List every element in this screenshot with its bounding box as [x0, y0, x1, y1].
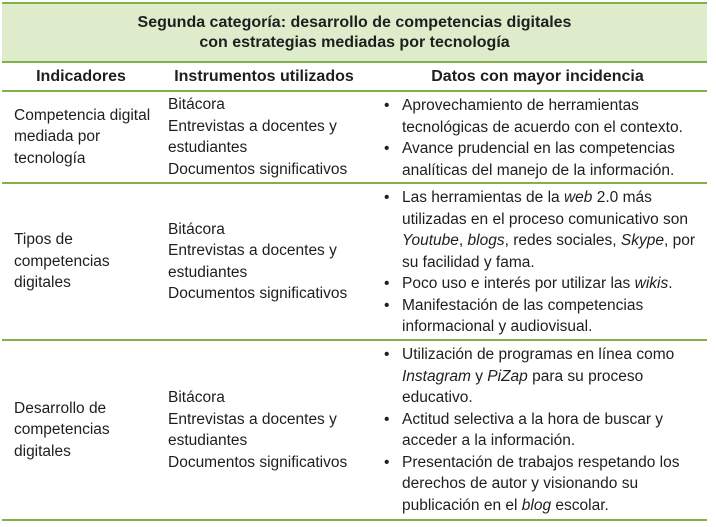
table-title-line1: Segunda categoría: desarrollo de competencias digitales	[137, 13, 572, 31]
data-text: Las herramientas de la	[402, 189, 564, 206]
data-text-italic: PiZap	[487, 367, 528, 385]
data-cell	[368, 92, 707, 182]
instrument-item: Entrevistas a docentes y estudiantes	[168, 242, 337, 281]
data-item: • Aprovechamiento de herramientas tecnológicas de acuerdo con el contexto.	[384, 95, 703, 138]
instrument-item: Documentos significativos	[168, 453, 348, 471]
indicator-text: Competencia digital mediada por tecnología	[14, 106, 151, 167]
data-text: Poco uso e interés por utilizar las	[402, 275, 635, 292]
data-text-italic: web	[563, 189, 593, 206]
data-text: Presentación de trabajos respetando los derechos de autor y visionando su publicación en el	[402, 453, 680, 514]
instrument-item: Bitácora	[168, 96, 225, 113]
instruments-cell	[162, 341, 368, 519]
data-text-italic: blogs	[467, 232, 505, 249]
instrument-item: Bitácora	[168, 389, 225, 406]
table-row	[2, 184, 707, 341]
header-datos: Datos con mayor incidencia	[431, 67, 644, 85]
table-title	[2, 4, 707, 63]
data-item	[384, 344, 703, 409]
instruments-cell	[162, 92, 368, 182]
data-list	[384, 344, 703, 516]
data-text: y	[470, 367, 488, 385]
indicator-text: Tipos de competencias digitales	[14, 231, 110, 292]
data-item	[384, 452, 703, 517]
table-header-row	[2, 63, 707, 92]
header-instrumentos: Instrumentos utilizados	[174, 67, 354, 85]
instrument-item: Documentos significativos	[168, 285, 348, 302]
data-text: Utilización de programas en línea como	[402, 346, 675, 363]
data-text: , redes sociales,	[504, 232, 621, 249]
data-text: para su proceso educativo.	[402, 367, 644, 406]
data-item: • Manifestación de las competencias informacional y audiovisual.	[384, 295, 703, 338]
data-text-italic: blog	[521, 496, 552, 514]
indicator-cell	[2, 92, 162, 182]
instrument-item: Entrevistas a docentes y estudiantes	[168, 410, 337, 449]
indicator-cell	[2, 341, 162, 519]
data-text: , por su facilidad y fama.	[402, 232, 696, 271]
data-item: • Actitud selectiva a la hora de buscar y acceder a la información.	[384, 409, 703, 452]
category-table	[2, 2, 707, 521]
data-text-italic: Instagram	[402, 367, 471, 385]
data-cell	[368, 184, 707, 339]
instrument-item: Entrevistas a docentes y estudiantes	[168, 117, 337, 156]
data-list	[384, 187, 703, 338]
data-item	[384, 187, 703, 273]
data-text: .	[668, 275, 673, 292]
table-row	[2, 341, 707, 521]
data-text-italic: Skype	[620, 232, 664, 249]
indicator-cell	[2, 184, 162, 339]
instrument-item: Bitácora	[168, 220, 225, 238]
data-list	[384, 95, 703, 181]
table-title-line2: con estrategias mediadas por tecnología	[199, 33, 510, 51]
data-text-italic: wikis	[634, 275, 669, 292]
data-cell	[368, 341, 707, 519]
instruments-cell	[162, 184, 368, 339]
data-text: escolar.	[551, 496, 609, 514]
instrument-item: Documentos significativos	[168, 160, 348, 178]
data-text: ,	[458, 232, 468, 249]
data-text-italic: Youtube	[402, 232, 459, 249]
indicator-text: Desarrollo de competencias digitales	[14, 399, 110, 460]
table-row	[2, 92, 707, 184]
data-text: 2.0 más utilizadas en el proceso comunicativo son	[402, 189, 689, 228]
header-indicadores: Indicadores	[36, 67, 126, 85]
data-item	[384, 273, 703, 295]
data-item: • Avance prudencial en las competencias analíticas del manejo de la información.	[384, 138, 703, 181]
